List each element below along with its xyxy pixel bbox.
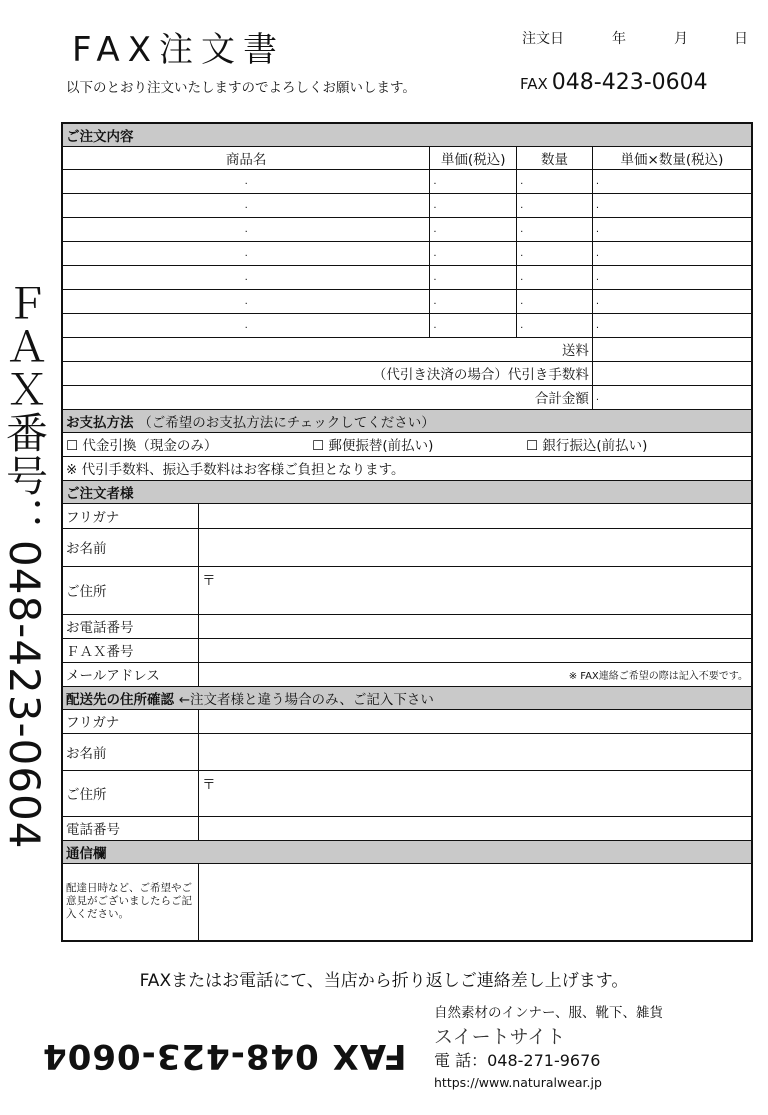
zip-mark: 〒: [202, 572, 216, 589]
delivery-address-field[interactable]: [199, 770, 752, 816]
cod-fee-row: [62, 361, 752, 385]
customer-furigana-label: フリガナ: [62, 503, 199, 528]
unit-price-cell[interactable]: .: [430, 265, 517, 289]
col-product-name: 商品名: [62, 146, 430, 169]
delivery-phone-label: 電話番号: [62, 816, 199, 840]
quantity-cell[interactable]: .: [517, 217, 593, 241]
subtotal-cell[interactable]: .: [592, 169, 752, 193]
payment-options: [62, 432, 752, 456]
delivery-phone-row: [62, 816, 752, 840]
product-name-cell[interactable]: .: [62, 313, 430, 337]
customer-fax-label: ＦＡＸ番号: [62, 638, 199, 662]
customer-name-field[interactable]: [199, 528, 752, 566]
customer-phone-field[interactable]: [199, 614, 752, 638]
delivery-furigana-field[interactable]: [199, 709, 752, 733]
payment-option-cod[interactable]: ☐ 代金引換（現金のみ）: [66, 438, 218, 454]
order-section-header: [62, 123, 752, 146]
mirrored-fax-number: FAX 048-423-0604: [42, 1036, 407, 1076]
unit-price-cell[interactable]: .: [430, 193, 517, 217]
subtotal-cell[interactable]: .: [592, 289, 752, 313]
quantity-cell[interactable]: .: [517, 289, 593, 313]
total-row: [62, 385, 752, 409]
unit-price-cell[interactable]: .: [430, 289, 517, 313]
customer-address-label: ご住所: [62, 566, 199, 614]
payment-note-row: [62, 456, 752, 480]
product-name-cell[interactable]: .: [62, 169, 430, 193]
day-label: 日: [734, 31, 748, 47]
shop-phone: 電 話：048-271-9676: [434, 1051, 601, 1070]
unit-price-cell[interactable]: .: [430, 217, 517, 241]
cod-fee-label: （代引き決済の場合）代引き手数料: [62, 361, 592, 385]
shop-url[interactable]: https://www.naturalwear.jp: [434, 1075, 602, 1090]
order-row: [62, 241, 752, 265]
subtotal-cell[interactable]: .: [592, 241, 752, 265]
delivery-phone-field[interactable]: [199, 816, 752, 840]
delivery-title: 配送先の住所確認: [66, 691, 174, 708]
delivery-address-label: ご住所: [62, 770, 199, 816]
subtotal-cell[interactable]: .: [592, 193, 752, 217]
payment-option-postal-label: 郵便振替(前払い): [328, 438, 434, 454]
payment-section-header: [62, 409, 752, 432]
intro-text: 以下のとおり注文いたしますのでよろしくお願いします。: [66, 80, 416, 96]
unit-price-cell[interactable]: .: [430, 169, 517, 193]
product-name-cell[interactable]: .: [62, 193, 430, 217]
customer-furigana-field[interactable]: [199, 503, 752, 528]
delivery-section-title: [62, 686, 752, 709]
order-row: [62, 217, 752, 241]
customer-name-row: [62, 528, 752, 566]
payment-options-row: [62, 432, 752, 456]
order-date-label: 注文日: [522, 31, 564, 47]
payment-section-title: [62, 409, 752, 432]
quantity-cell[interactable]: .: [517, 313, 593, 337]
shipping-value[interactable]: [592, 337, 752, 361]
fax-label: FAX: [520, 75, 548, 93]
customer-email-label: メールアドレス: [62, 662, 199, 686]
customer-email-field[interactable]: [199, 662, 752, 686]
page-title: FAX注文書: [72, 30, 285, 70]
total-label: 合計金額: [62, 385, 592, 409]
zip-mark: 〒: [202, 776, 216, 793]
delivery-furigana-label: フリガナ: [62, 709, 199, 733]
order-row: [62, 193, 752, 217]
payment-fee-note: ※ 代引手数料、振込手数料はお客様ご負担となります。: [62, 456, 752, 480]
fax-number: 048-423-0604: [551, 70, 708, 95]
customer-fax-field[interactable]: [199, 638, 752, 662]
order-row: [62, 169, 752, 193]
customer-phone-label: お電話番号: [62, 614, 199, 638]
vertical-fax-number: ＦＡＸ番号：048-423-0604: [0, 282, 49, 850]
customer-section-header: [62, 480, 752, 503]
delivery-note: ←注文者様と違う場合のみ、ご記入下さい: [178, 691, 434, 708]
order-row: [62, 289, 752, 313]
memo-field[interactable]: [199, 863, 752, 941]
quantity-cell[interactable]: .: [517, 169, 593, 193]
quantity-cell[interactable]: .: [517, 265, 593, 289]
subtotal-cell[interactable]: .: [592, 217, 752, 241]
shipping-label: 送料: [62, 337, 592, 361]
callback-message: FAXまたはお電話にて、当店から折り返しご連絡差し上げます。: [139, 971, 629, 991]
product-name-cell[interactable]: .: [62, 241, 430, 265]
memo-section-header: [62, 840, 752, 863]
payment-option-bank-label: 銀行振込(前払い): [542, 438, 648, 454]
subtotal-cell[interactable]: .: [592, 265, 752, 289]
cod-fee-value[interactable]: [592, 361, 752, 385]
month-label: 月: [674, 31, 688, 47]
col-quantity: 数量: [517, 146, 593, 169]
customer-address-field[interactable]: [199, 566, 752, 614]
shop-tagline: 自然素材のインナー、服、靴下、雑貨: [434, 1005, 663, 1021]
delivery-name-row: [62, 733, 752, 770]
memo-label: 配達日時など、ご希望やご意見がございましたらご記入ください。: [62, 863, 199, 941]
product-name-cell[interactable]: .: [62, 289, 430, 313]
shop-name: スイートサイト: [434, 1026, 566, 1048]
year-label: 年: [612, 31, 626, 47]
unit-price-cell[interactable]: .: [430, 241, 517, 265]
payment-option-cod-label: 代金引換（現金のみ）: [82, 438, 218, 454]
customer-fax-row: [62, 638, 752, 662]
delivery-name-label: お名前: [62, 733, 199, 770]
memo-section-title: 通信欄: [62, 840, 752, 863]
quantity-cell[interactable]: .: [517, 241, 593, 265]
product-name-cell[interactable]: .: [62, 217, 430, 241]
order-form: [61, 122, 753, 942]
delivery-section-header: [62, 686, 752, 709]
delivery-name-field[interactable]: [199, 733, 752, 770]
payment-option-bank[interactable]: ☐ 銀行振込(前払い): [526, 438, 648, 454]
delivery-address-row: [62, 770, 752, 816]
payment-option-postal[interactable]: ☐ 郵便振替(前払い): [312, 438, 434, 454]
customer-address-row: [62, 566, 752, 614]
email-note: ※ FAX連絡ご希望の際は記入不要です。: [568, 670, 748, 682]
order-column-headers: [62, 146, 752, 169]
unit-price-cell[interactable]: .: [430, 313, 517, 337]
col-subtotal: 単価×数量(税込): [592, 146, 752, 169]
col-unit-price: 単価(税込): [430, 146, 517, 169]
payment-note: （ご希望のお支払方法にチェックしてください）: [138, 414, 435, 431]
subtotal-cell[interactable]: .: [592, 313, 752, 337]
memo-row: [62, 863, 752, 941]
payment-title: お支払方法: [66, 414, 134, 431]
customer-section-title: ご注文者様: [62, 480, 752, 503]
total-value[interactable]: .: [592, 385, 752, 409]
delivery-furigana-row: [62, 709, 752, 733]
quantity-cell[interactable]: .: [517, 193, 593, 217]
customer-email-row: [62, 662, 752, 686]
order-row: [62, 265, 752, 289]
order-section-title: ご注文内容: [62, 123, 752, 146]
product-name-cell[interactable]: .: [62, 265, 430, 289]
shipping-row: [62, 337, 752, 361]
customer-furigana-row: [62, 503, 752, 528]
shop-info: [434, 1002, 663, 1094]
order-row: [62, 313, 752, 337]
customer-phone-row: [62, 614, 752, 638]
customer-name-label: お名前: [62, 528, 199, 566]
header-fax: [520, 70, 708, 95]
